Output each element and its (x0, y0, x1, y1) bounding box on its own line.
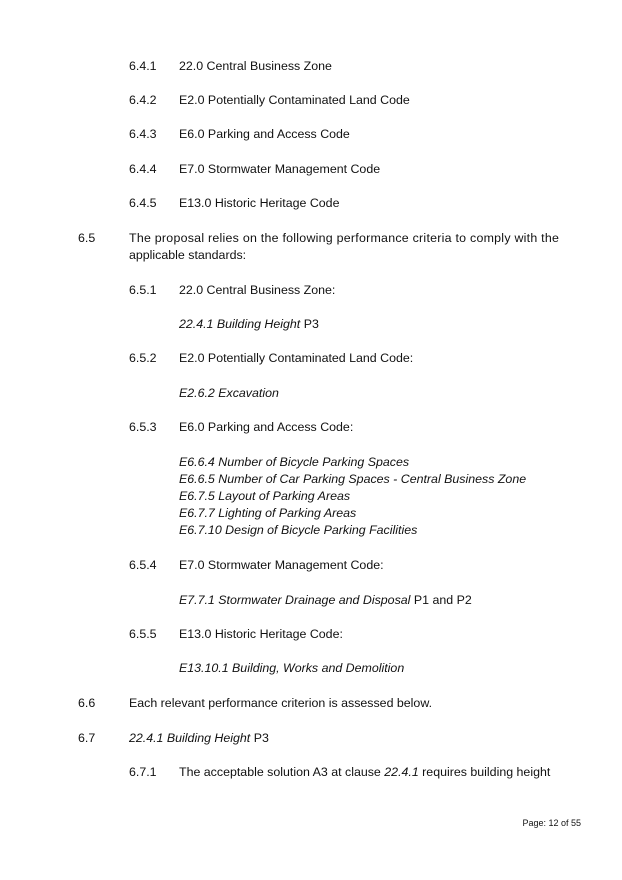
section-text: 22.0 Central Business Zone (179, 59, 332, 73)
criterion-reference (179, 660, 404, 677)
section-number: 6.6 (78, 696, 96, 710)
section-number: 6.4.3 (129, 127, 157, 141)
section-number: 6.5.2 (129, 351, 157, 365)
section-heading (129, 730, 269, 747)
criterion-reference (179, 522, 417, 539)
section-text: Each relevant performance criterion is assessed below. (129, 696, 433, 710)
criterion-reference (179, 471, 526, 488)
criterion-title: E6.7.10 Design of Bicycle Parking Facilities (179, 523, 418, 537)
section-text: E13.0 Historic Heritage Code: (179, 627, 343, 641)
section-text (179, 764, 550, 781)
criterion-reference (179, 316, 319, 333)
section-number: 6.4.4 (129, 162, 157, 176)
criterion-title: E2.6.2 Excavation (179, 386, 279, 400)
criterion-title: E7.7.1 Stormwater Drainage and Disposal (179, 593, 411, 607)
section-number: 6.4.2 (129, 93, 157, 107)
section-number: 6.5.4 (129, 558, 157, 572)
criterion-title: 22.4.1 Building Height (129, 731, 251, 745)
page-number: Page: 12 of 55 (522, 818, 581, 828)
section-text: 22.0 Central Business Zone: (179, 283, 336, 297)
criterion-title: 22.4.1 Building Height (179, 317, 301, 331)
criterion-title: E6.7.5 Layout of Parking Areas (179, 489, 351, 503)
section-number: 6.7.1 (129, 765, 157, 779)
criterion-suffix: P3 (250, 731, 269, 745)
paragraph-line: The proposal relies on the following performance criteria to comply with the (129, 231, 560, 245)
criterion-suffix: P3 (300, 317, 319, 331)
clause-reference: 22.4.1 (384, 765, 419, 779)
text-before: The acceptable solution A3 at clause (179, 765, 385, 779)
section-text: E6.0 Parking and Access Code: (179, 420, 354, 434)
paragraph-line: applicable standards: (129, 248, 247, 262)
criterion-reference (179, 505, 356, 522)
section-text: E7.0 Stormwater Management Code: (179, 558, 384, 572)
section-text: E2.0 Potentially Contaminated Land Code (179, 93, 410, 107)
criterion-title: E6.7.7 Lighting of Parking Areas (179, 506, 357, 520)
section-text: E7.0 Stormwater Management Code (179, 162, 381, 176)
criterion-reference (179, 488, 350, 505)
section-text: E2.0 Potentially Contaminated Land Code: (179, 351, 414, 365)
section-number: 6.4.1 (129, 59, 157, 73)
criterion-reference (179, 454, 409, 471)
section-text: E6.0 Parking and Access Code (179, 127, 350, 141)
criterion-suffix: P1 and P2 (410, 593, 472, 607)
section-text: E13.0 Historic Heritage Code (179, 196, 340, 210)
section-number: 6.5.5 (129, 627, 157, 641)
criterion-title: E6.6.5 Number of Car Parking Spaces - Central Business Zone (179, 472, 527, 486)
criterion-title: E13.10.1 Building, Works and Demolition (179, 661, 405, 675)
section-number: 6.4.5 (129, 196, 157, 210)
section-number: 6.5.3 (129, 420, 157, 434)
text-after: requires building height (418, 765, 551, 779)
section-number: 6.5.1 (129, 283, 157, 297)
criterion-reference (179, 385, 279, 402)
section-number: 6.5 (78, 231, 96, 245)
criterion-title: E6.6.4 Number of Bicycle Parking Spaces (179, 455, 410, 469)
section-number: 6.7 (78, 731, 96, 745)
criterion-reference (179, 592, 472, 609)
